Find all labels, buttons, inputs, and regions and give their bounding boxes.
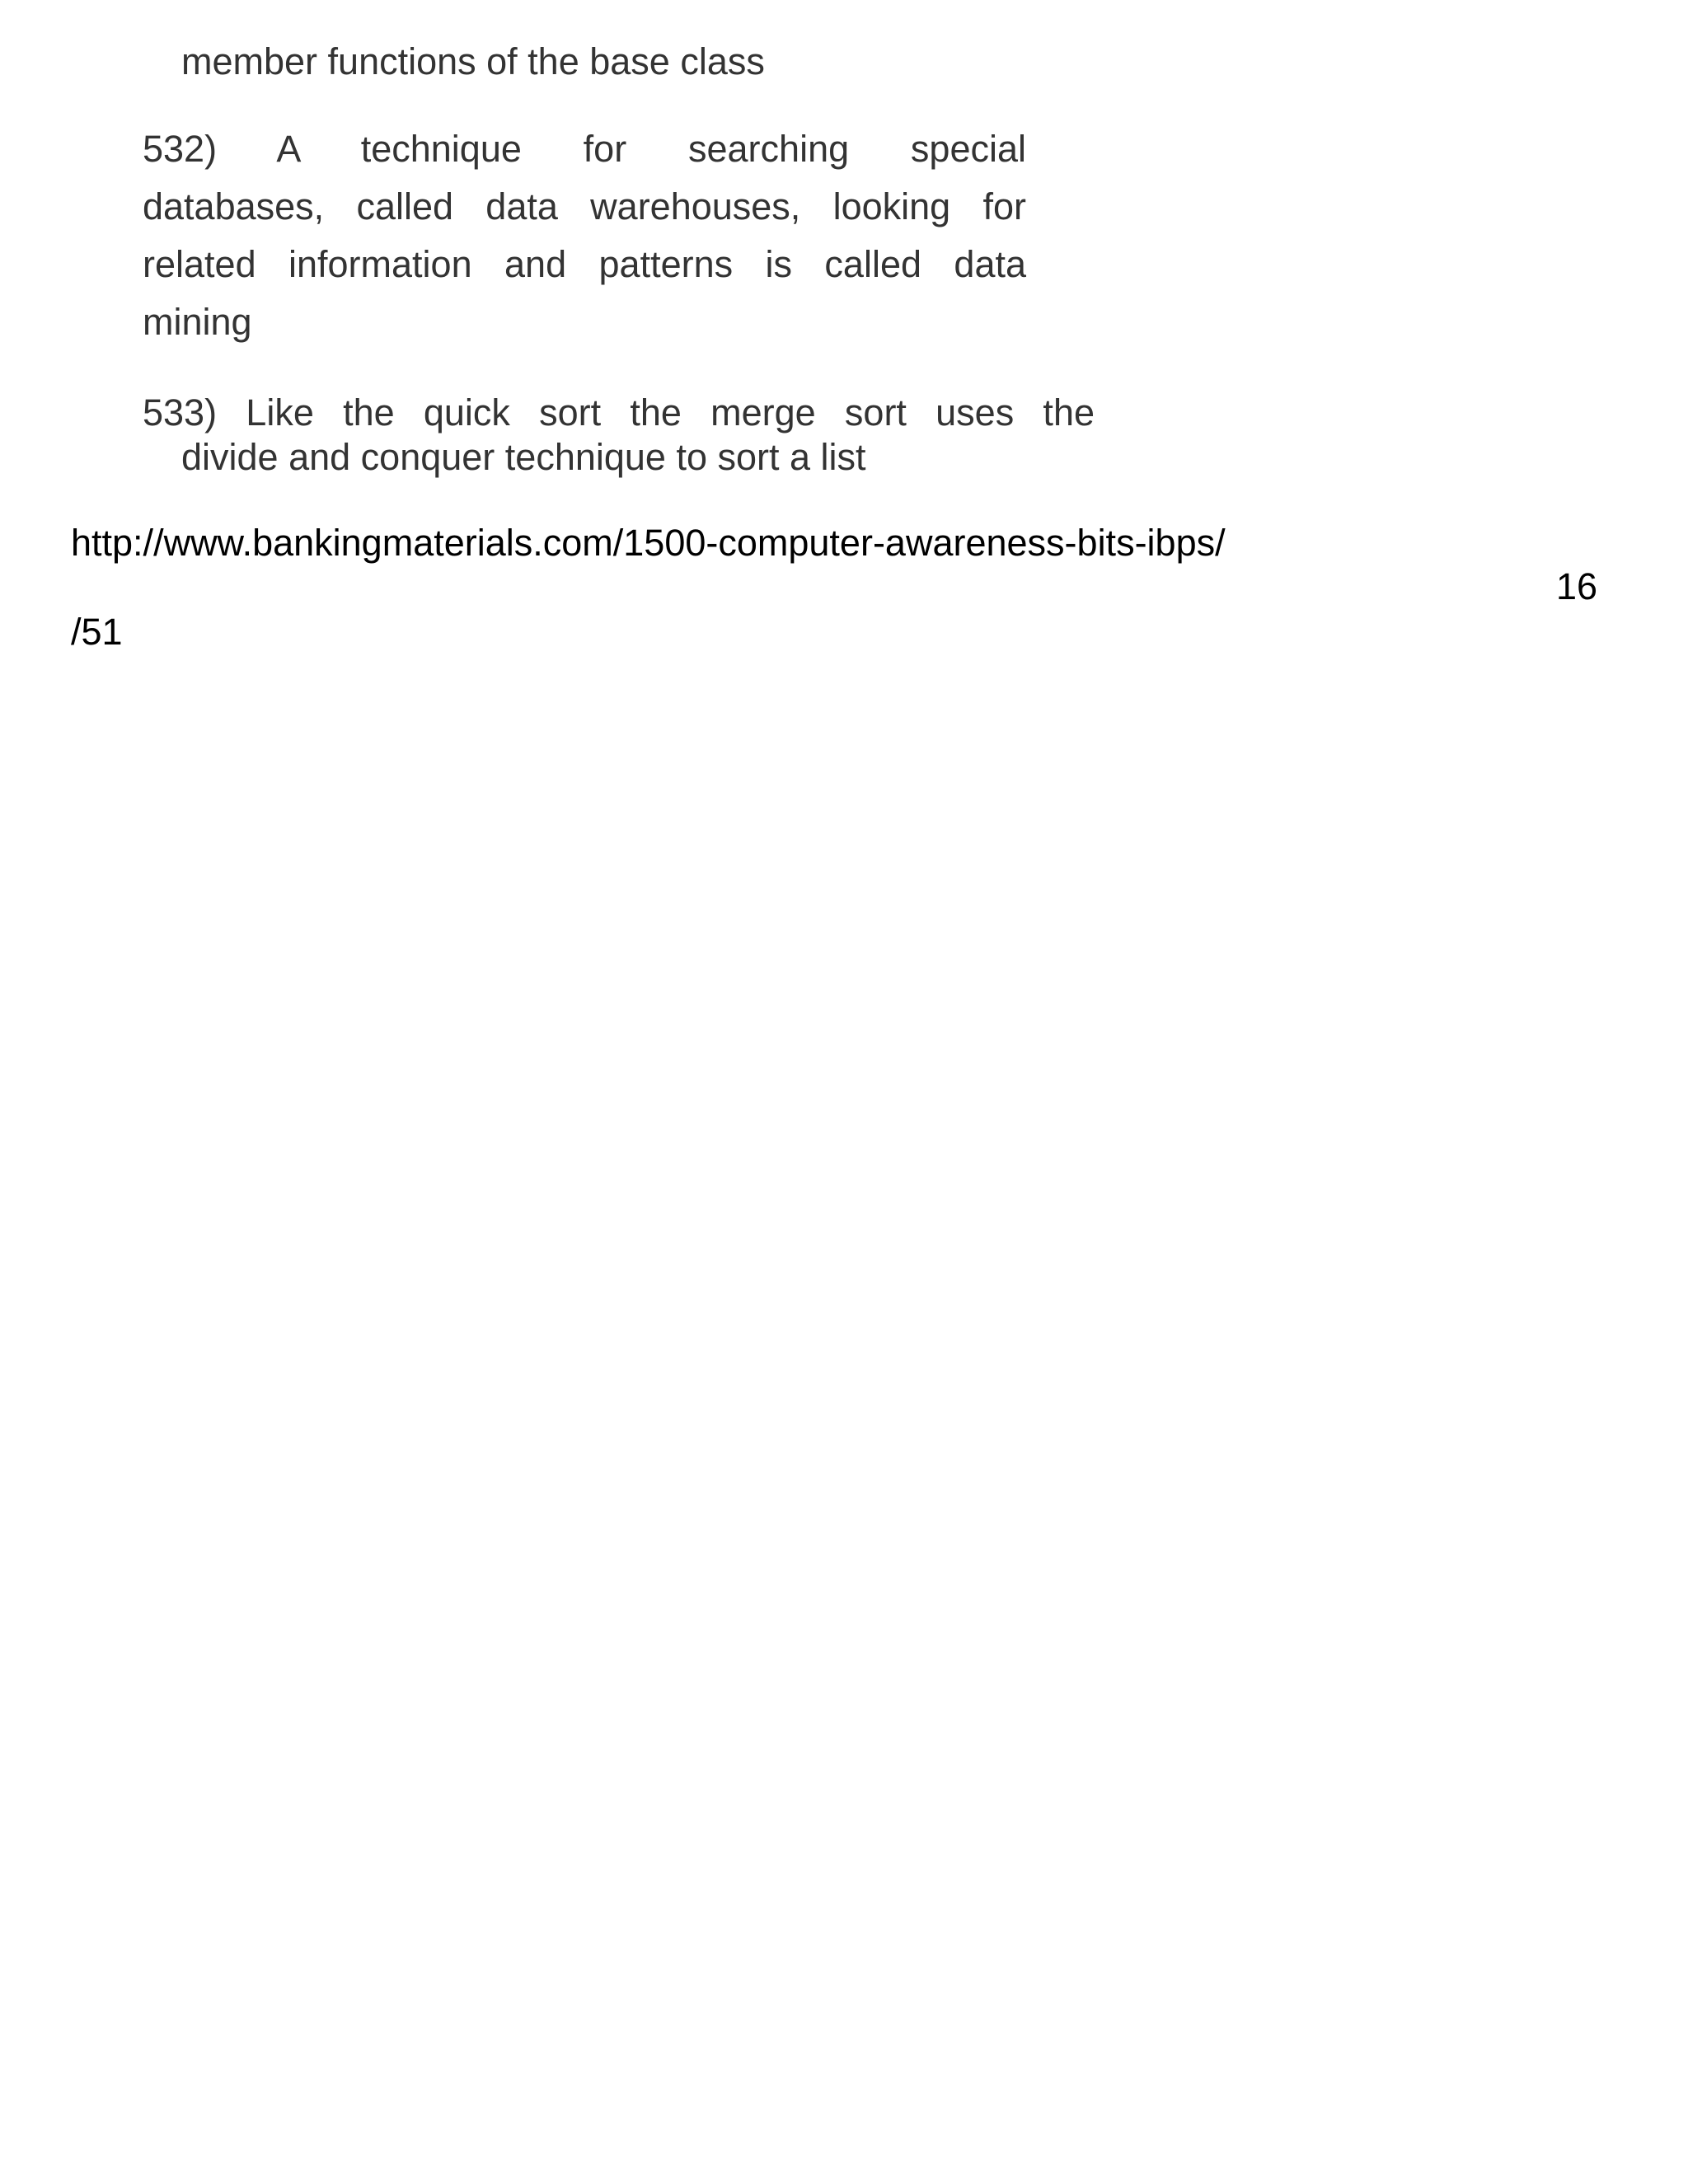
list-item-532 xyxy=(143,120,1026,351)
item-532-line-2: databases, called data warehouses, looking for xyxy=(143,185,1026,227)
item-532-line-3: related information and patterns is called data xyxy=(143,243,1026,285)
item-532-line-1: 532) A technique for searching special xyxy=(143,128,1026,170)
item-533-line-1: 533) Like the quick sort the merge sort uses the xyxy=(143,391,1095,434)
footer-url-link[interactable]: http://www.bankingmaterials.com/1500-computer-awareness-bits-ibps/ xyxy=(71,522,1226,564)
continuation-text-line: member functions of the base class xyxy=(181,40,765,82)
page-number: 16 xyxy=(1556,565,1598,607)
page-total: /51 xyxy=(71,611,123,653)
item-533-line-2: divide and conquer technique to sort a list xyxy=(181,436,866,478)
item-532-line-4: mining xyxy=(143,301,252,343)
